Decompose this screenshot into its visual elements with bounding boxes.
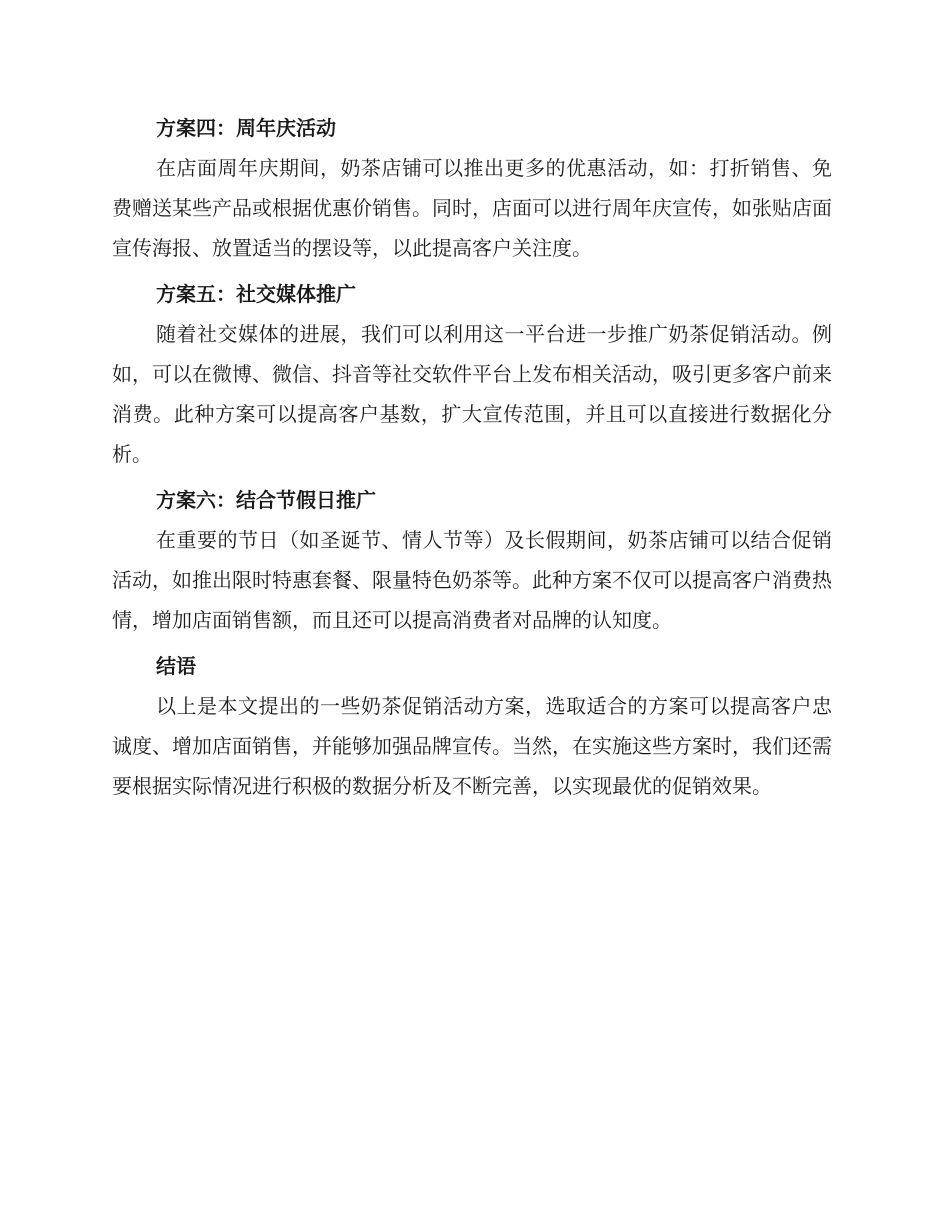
document-page <box>112 108 832 812</box>
section-body-plan-5: 随着社交媒体的进展，我们可以利用这一平台进一步推广奶茶促销活动。例如，可以在微博、微信、抖音等社交软件平台上发布相关活动，吸引更多客户前来消费。此种方案可以提高客户基数，扩大宣传范围，并且可以直接进行数据化分析。 <box>112 322 832 466</box>
section-heading-plan-6: 方案六：结合节假日推广 <box>156 488 376 512</box>
section-heading-conclusion: 结语 <box>156 654 196 678</box>
section-heading-plan-4: 方案四：周年庆活动 <box>156 116 336 140</box>
section-body-plan-4: 在店面周年庆期间，奶茶店铺可以推出更多的优惠活动，如：打折销售、免费赠送某些产品或根据优惠价销售。同时，店面可以进行周年庆宣传，如张贴店面宣传海报、放置适当的摆设等，以此提高客户关注度。 <box>112 156 832 260</box>
section-body-conclusion: 以上是本文提出的一些奶茶促销活动方案，选取适合的方案可以提高客户忠诚度、增加店面销售，并能够加强品牌宣传。当然，在实施这些方案时，我们还需要根据实际情况进行积极的数据分析及不断完善，以实现最优的促销效果。 <box>112 694 832 798</box>
section-heading-plan-5: 方案五：社交媒体推广 <box>156 282 356 306</box>
section-body-plan-6: 在重要的节日（如圣诞节、情人节等）及长假期间，奶茶店铺可以结合促销活动，如推出限时特惠套餐、限量特色奶茶等。此种方案不仅可以提高客户消费热情，增加店面销售额，而且还可以提高消费者对品牌的认知度。 <box>112 528 832 632</box>
